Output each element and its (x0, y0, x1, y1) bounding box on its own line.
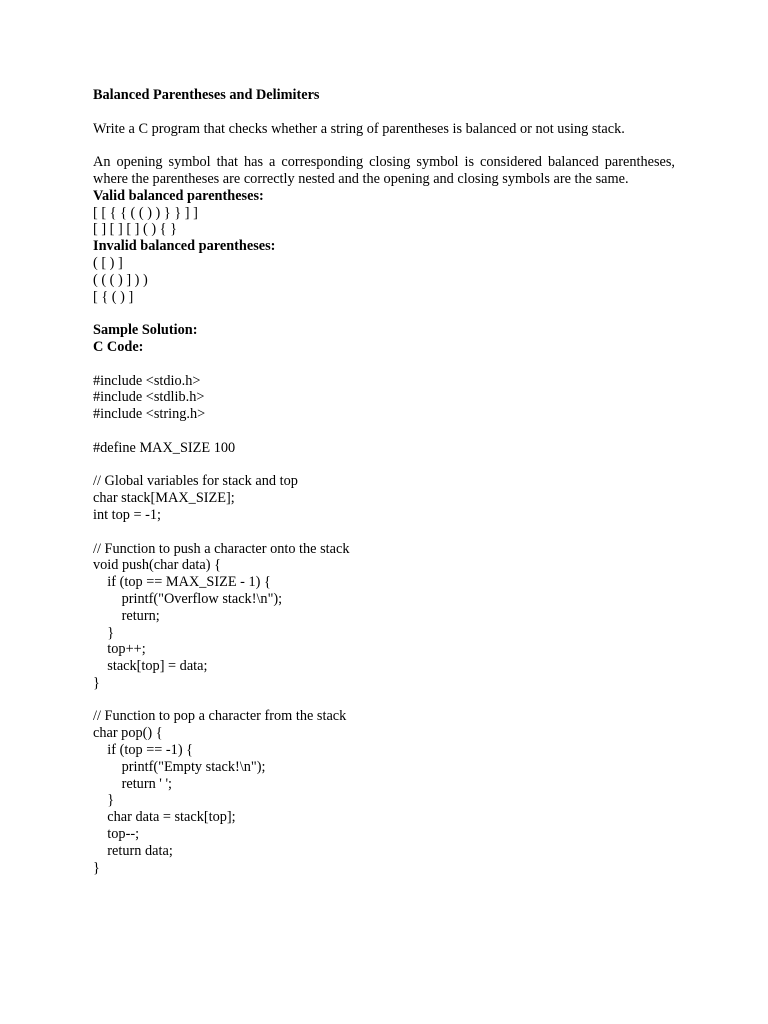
code-line: #define MAX_SIZE 100 (93, 439, 236, 456)
intro-text: Write a C program that checks whether a string of parentheses is balanced or not using stack. (93, 120, 625, 137)
code-line: #include <stdio.h> (93, 372, 201, 389)
code-line: int top = -1; (93, 506, 162, 523)
code-line: char stack[MAX_SIZE]; (93, 490, 235, 507)
code-line: return data; (93, 842, 173, 859)
code-line: } (93, 792, 115, 809)
code-line (93, 423, 675, 440)
code-line: if (top == MAX_SIZE - 1) { (93, 574, 271, 591)
spacer (93, 356, 675, 373)
code-line (93, 692, 675, 709)
code-line: top++; (93, 641, 146, 658)
code-line: char pop() { (93, 725, 163, 742)
code-line: printf("Overflow stack!\n"); (93, 590, 283, 607)
document-page (93, 87, 675, 876)
code-line: return ' '; (93, 775, 173, 792)
spacer (93, 137, 675, 154)
valid-heading: Valid balanced parentheses: (93, 187, 264, 204)
invalid-example: ( ( ( ) ] ) ) (93, 271, 148, 288)
code-line: void push(char data) { (93, 557, 221, 574)
document-title: Balanced Parentheses and Delimiters (93, 87, 320, 103)
code-line: printf("Empty stack!\n"); (93, 758, 266, 775)
code-line: } (93, 624, 115, 641)
code-line: if (top == -1) { (93, 742, 194, 759)
solution-heading: Sample Solution: (93, 322, 198, 339)
spacer (93, 104, 675, 121)
code-line: char data = stack[top]; (93, 809, 236, 826)
spacer (93, 305, 675, 322)
invalid-example: [ { ( ) ] (93, 288, 134, 305)
description-paragraph: An opening symbol that has a corresponding closing symbol is considered balanced parentheses, where the parentheses are correctly nested and the opening and closing symbols are the same. (93, 154, 675, 187)
code-line: // Function to push a character onto the stack (93, 540, 350, 557)
code-line: return; (93, 607, 160, 624)
code-line: stack[top] = data; (93, 658, 208, 675)
code-heading: C Code: (93, 338, 144, 355)
code-line: #include <stdlib.h> (93, 389, 205, 406)
code-line: // Global variables for stack and top (93, 473, 298, 490)
code-line: #include <string.h> (93, 406, 206, 423)
invalid-example: ( [ ) ] (93, 254, 123, 271)
code-block (93, 373, 675, 877)
valid-example: [ [ { { ( ( ) ) } } ] ] (93, 204, 198, 221)
code-line: } (93, 674, 100, 691)
code-line: top--; (93, 826, 140, 843)
valid-example: [ ] [ ] [ ] ( ) { } (93, 221, 177, 238)
invalid-heading: Invalid balanced parentheses: (93, 238, 276, 255)
code-line (93, 524, 675, 541)
code-line: // Function to pop a character from the stack (93, 708, 347, 725)
code-line (93, 457, 675, 474)
code-line: } (93, 859, 100, 876)
